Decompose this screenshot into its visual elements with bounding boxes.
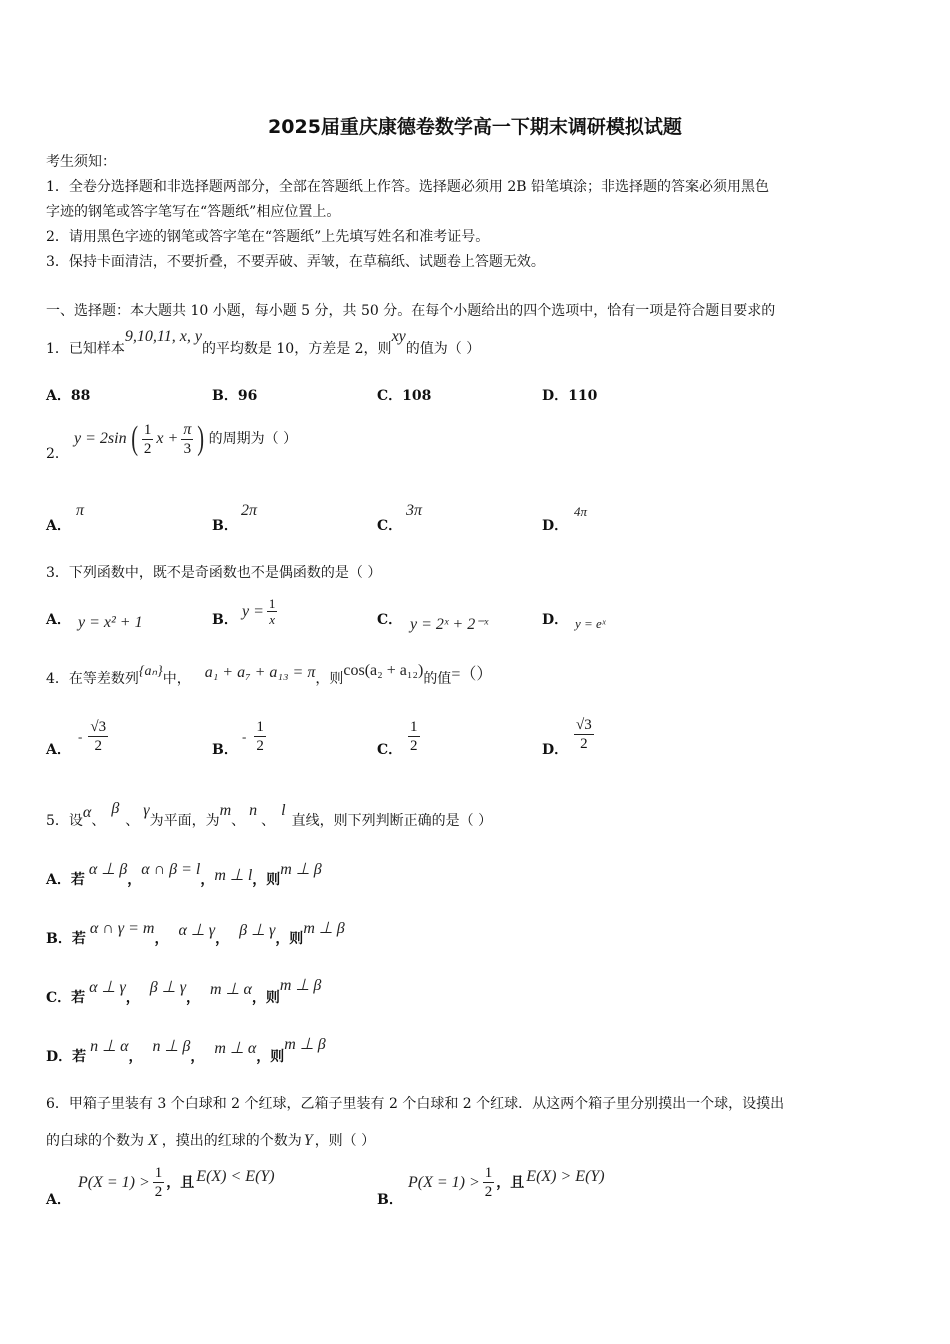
q4-option-d-label[interactable]: D． <box>542 742 569 758</box>
q4-expr: cos(a₂ + a₁₂) <box>343 662 424 679</box>
q5-b-comma2: ， <box>215 931 230 947</box>
q3-b-frac: $\frac{1}{x}$ <box>268 596 276 627</box>
q2-option-a-value: π <box>76 502 85 519</box>
q1-option-c[interactable]: C．108 <box>377 388 432 404</box>
q5-n: n <box>249 802 258 819</box>
q4-post: 的值 <box>423 671 452 687</box>
q5-sep4: 、 <box>261 813 276 829</box>
q5-a-res: m ⊥ β <box>280 861 322 878</box>
q6-a-frac: $\frac{1}{2}$ <box>154 1165 163 1200</box>
q4-d-frac: $\frac{√3}{2}$ <box>576 717 592 752</box>
q4-option-d-value <box>574 716 594 753</box>
q5-beta: β <box>111 800 120 817</box>
q4-c-frac: $\frac{1}{2}$ <box>410 719 418 754</box>
q3-option-a-label[interactable]: A． <box>46 612 71 628</box>
q5-mid: 为平面，为 <box>149 813 220 829</box>
q4-option-b-label[interactable]: B． <box>212 742 238 758</box>
q5-a-label: A．若 <box>46 872 85 888</box>
q6-option-a-value <box>78 1164 275 1201</box>
q2-option-b-value: 2π <box>241 502 258 519</box>
q5-a-then: ，则 <box>252 872 281 888</box>
q2-option-d-label[interactable]: D． <box>542 518 569 534</box>
q2-var: x + <box>156 430 179 447</box>
q1-option-d[interactable]: D．110 <box>542 388 598 404</box>
q3-option-c-label[interactable]: C． <box>377 612 403 628</box>
q2-fn-left: y = 2sin <box>74 430 127 447</box>
q4-b-sign: - <box>242 728 247 744</box>
q2-frac-pi3: $\frac{\pi}{3}$ <box>183 420 192 457</box>
q2-option-c-value: 3π <box>406 502 423 519</box>
q5-b-res: m ⊥ β <box>303 920 345 937</box>
q2-option-a-label[interactable]: A． <box>46 518 71 534</box>
q2-frac-half: $\frac{1}{2}$ <box>143 421 152 457</box>
q6-x: X <box>148 1132 158 1149</box>
q2-option-b-label[interactable]: B． <box>212 518 238 534</box>
q4-option-c-value <box>408 718 420 755</box>
q6-b-and: ，且 <box>496 1174 525 1191</box>
q3-stem: 3．下列函数中，既不是奇函数也不是偶函数的是（ ） <box>46 565 382 581</box>
q5-c-comma1: ， <box>125 990 140 1006</box>
q6-line2-mid: ，摸出的红球的个数为 <box>161 1133 302 1149</box>
q5-b-c1: α ∩ γ = m <box>89 920 155 937</box>
q6-b-frac: $\frac{1}{2}$ <box>484 1165 493 1200</box>
q5-b-label: B．若 <box>46 931 86 947</box>
q6-option-a-label[interactable]: A． <box>46 1192 71 1208</box>
q5-c-then: ，则 <box>251 990 280 1006</box>
q5-gamma: γ <box>143 802 150 819</box>
q3-option-b-value <box>242 596 277 627</box>
page-title: 2025届重庆康德卷数学高一下期末调研模拟试题 <box>268 116 682 138</box>
q5-a-c1: α ⊥ β <box>88 861 128 878</box>
q6-option-b-label[interactable]: B． <box>377 1192 403 1208</box>
q5-sep3: 、 <box>231 813 246 829</box>
q6-stem-line-2 <box>46 1131 375 1151</box>
q5-b-comma1: ， <box>154 931 169 947</box>
q5-c-c3: m ⊥ α <box>210 981 252 998</box>
q4-seq: {aₙ} <box>138 664 163 679</box>
q1-option-b[interactable]: B．96 <box>212 388 258 404</box>
q5-d-comma2: ， <box>190 1049 205 1065</box>
q4-option-a-value <box>78 718 108 755</box>
q4-a-frac: $\frac{√3}{2}$ <box>90 719 107 754</box>
q6-a-expr: P(X = 1) > <box>78 1173 150 1191</box>
q1-expr: xy <box>391 328 406 345</box>
q5-a-c3: m ⊥ l <box>214 867 253 884</box>
q5-d-c2: n ⊥ β <box>152 1038 191 1055</box>
q4-a-sign: - <box>78 728 83 744</box>
q5-d-label: D．若 <box>46 1049 87 1065</box>
q1-sample: 9,10,11, x, y <box>124 328 202 345</box>
section-heading: 一、选择题：本大题共 10 小题，每小题 5 分，共 50 分。在每个小题给出的四个选项中，恰有一项是符合题目要求的 <box>46 303 776 319</box>
q6-line2-post: ，则（ ） <box>314 1133 376 1149</box>
q1-pre: 1．已知样本 <box>46 341 125 357</box>
q5-post: 直线，则下列判断正确的是（ ） <box>291 813 493 829</box>
q5-c-comma2: ， <box>186 990 201 1006</box>
q2-function <box>74 420 297 458</box>
q2-paren-left: ( <box>130 420 138 457</box>
notice-line-1b: 字迹的钢笔或答字笔写在“答题纸”相应位置上。 <box>46 204 341 220</box>
q5-d-c3: m ⊥ α <box>214 1040 257 1057</box>
q3-option-d-value: y = eˣ <box>575 616 606 631</box>
q5-d-res: m ⊥ β <box>284 1036 326 1053</box>
q4-cond: a₁ + a₇ + a₁₃ = π <box>204 664 316 681</box>
q5-m: m <box>219 802 232 819</box>
q5-a-comma2: ， <box>200 872 215 888</box>
q5-a-comma1: ， <box>127 872 142 888</box>
q5-c-c2: β ⊥ γ <box>149 979 187 996</box>
q6-a-and: ，且 <box>166 1174 195 1191</box>
q5-sep1: 、 <box>91 813 106 829</box>
q5-d-comma1: ， <box>128 1049 143 1065</box>
q5-b-c3: β ⊥ γ <box>239 922 276 939</box>
q4-option-c-label[interactable]: C． <box>377 742 403 758</box>
q5-option-d[interactable] <box>46 1036 326 1067</box>
q4-b-frac: $\frac{1}{2}$ <box>256 719 264 754</box>
q3-option-a-value: y = x² + 1 <box>78 614 143 631</box>
q6-option-b-value <box>408 1164 605 1201</box>
q5-stem <box>46 800 493 831</box>
notice-heading: 考生须知： <box>46 154 116 170</box>
q4-option-b-value <box>242 718 266 755</box>
q5-l: l <box>281 802 286 819</box>
q4-eq: =（） <box>451 666 493 683</box>
notice-line-2: 2．请用黑色字迹的钢笔或答字笔在“答题纸”上先填写姓名和准考证号。 <box>46 229 490 245</box>
q2-num: 2． <box>46 446 69 462</box>
q6-stem-line-1: 6．甲箱子里装有 3 个白球和 2 个红球，乙箱子里装有 2 个白球和 2 个红球．从这两个箱子里分别摸出一个球，设摸出 <box>46 1096 785 1112</box>
q2-post: 的周期为（ ） <box>208 431 298 447</box>
q3-option-b-label[interactable]: B． <box>212 612 238 628</box>
q1-post: 的值为（ ） <box>405 341 481 357</box>
q5-d-c1: n ⊥ α <box>90 1038 129 1055</box>
q6-line2-pre: 的白球的个数为 <box>46 1133 144 1149</box>
q3-b-pre: y = <box>242 602 264 620</box>
q5-d-then: ，则 <box>256 1049 285 1065</box>
q2-option-d-value: 4π <box>574 504 588 519</box>
q5-option-c[interactable] <box>46 977 322 1008</box>
q3-option-c-value: y = 2ˣ + 2⁻ˣ <box>410 616 489 633</box>
q1-stem <box>46 328 481 359</box>
q2-paren-right: ) <box>197 420 205 457</box>
notice-line-3: 3．保持卡面清洁，不要折叠，不要弄破、弄皱，在草稿纸、试题卷上答题无效。 <box>46 254 545 270</box>
q5-c-c1: α ⊥ γ <box>89 979 126 996</box>
q4-mid: 中， <box>162 671 191 687</box>
q4-stem <box>46 662 493 690</box>
q6-b-rel: E(X) > E(Y) <box>526 1167 605 1185</box>
q4-pre: 4．在等差数列 <box>46 671 139 687</box>
q5-alpha: α <box>82 804 92 821</box>
q5-option-b[interactable] <box>46 920 345 949</box>
q3-option-d-label[interactable]: D． <box>542 612 569 628</box>
q4-then: ，则 <box>315 671 344 687</box>
q5-c-res: m ⊥ β <box>279 977 322 994</box>
q5-pre: 5．设 <box>46 813 83 829</box>
q5-a-c2: α ∩ β = l <box>141 861 201 878</box>
q5-c-label: C．若 <box>46 990 86 1006</box>
q2-option-c-label[interactable]: C． <box>377 518 403 534</box>
q5-b-c2: α ⊥ γ <box>178 922 216 939</box>
q6-b-expr: P(X = 1) > <box>408 1173 480 1191</box>
q1-mid: 的平均数是 10，方差是 2，则 <box>201 341 392 357</box>
q1-option-a[interactable]: A．88 <box>46 388 91 404</box>
notice-line-1a: 1．全卷分选择题和非选择题两部分，全部在答题纸上作答。选择题必须用 2B 铅笔填涂；非选择题的答案必须用黑色 <box>46 179 769 195</box>
q5-option-a[interactable] <box>46 861 322 890</box>
q5-sep2: 、 <box>125 813 140 829</box>
q6-y: Y <box>303 1132 313 1149</box>
q5-b-then: ，则 <box>275 931 304 947</box>
q4-option-a-label[interactable]: A． <box>46 742 71 758</box>
q6-a-rel: E(X) < E(Y) <box>196 1167 275 1185</box>
